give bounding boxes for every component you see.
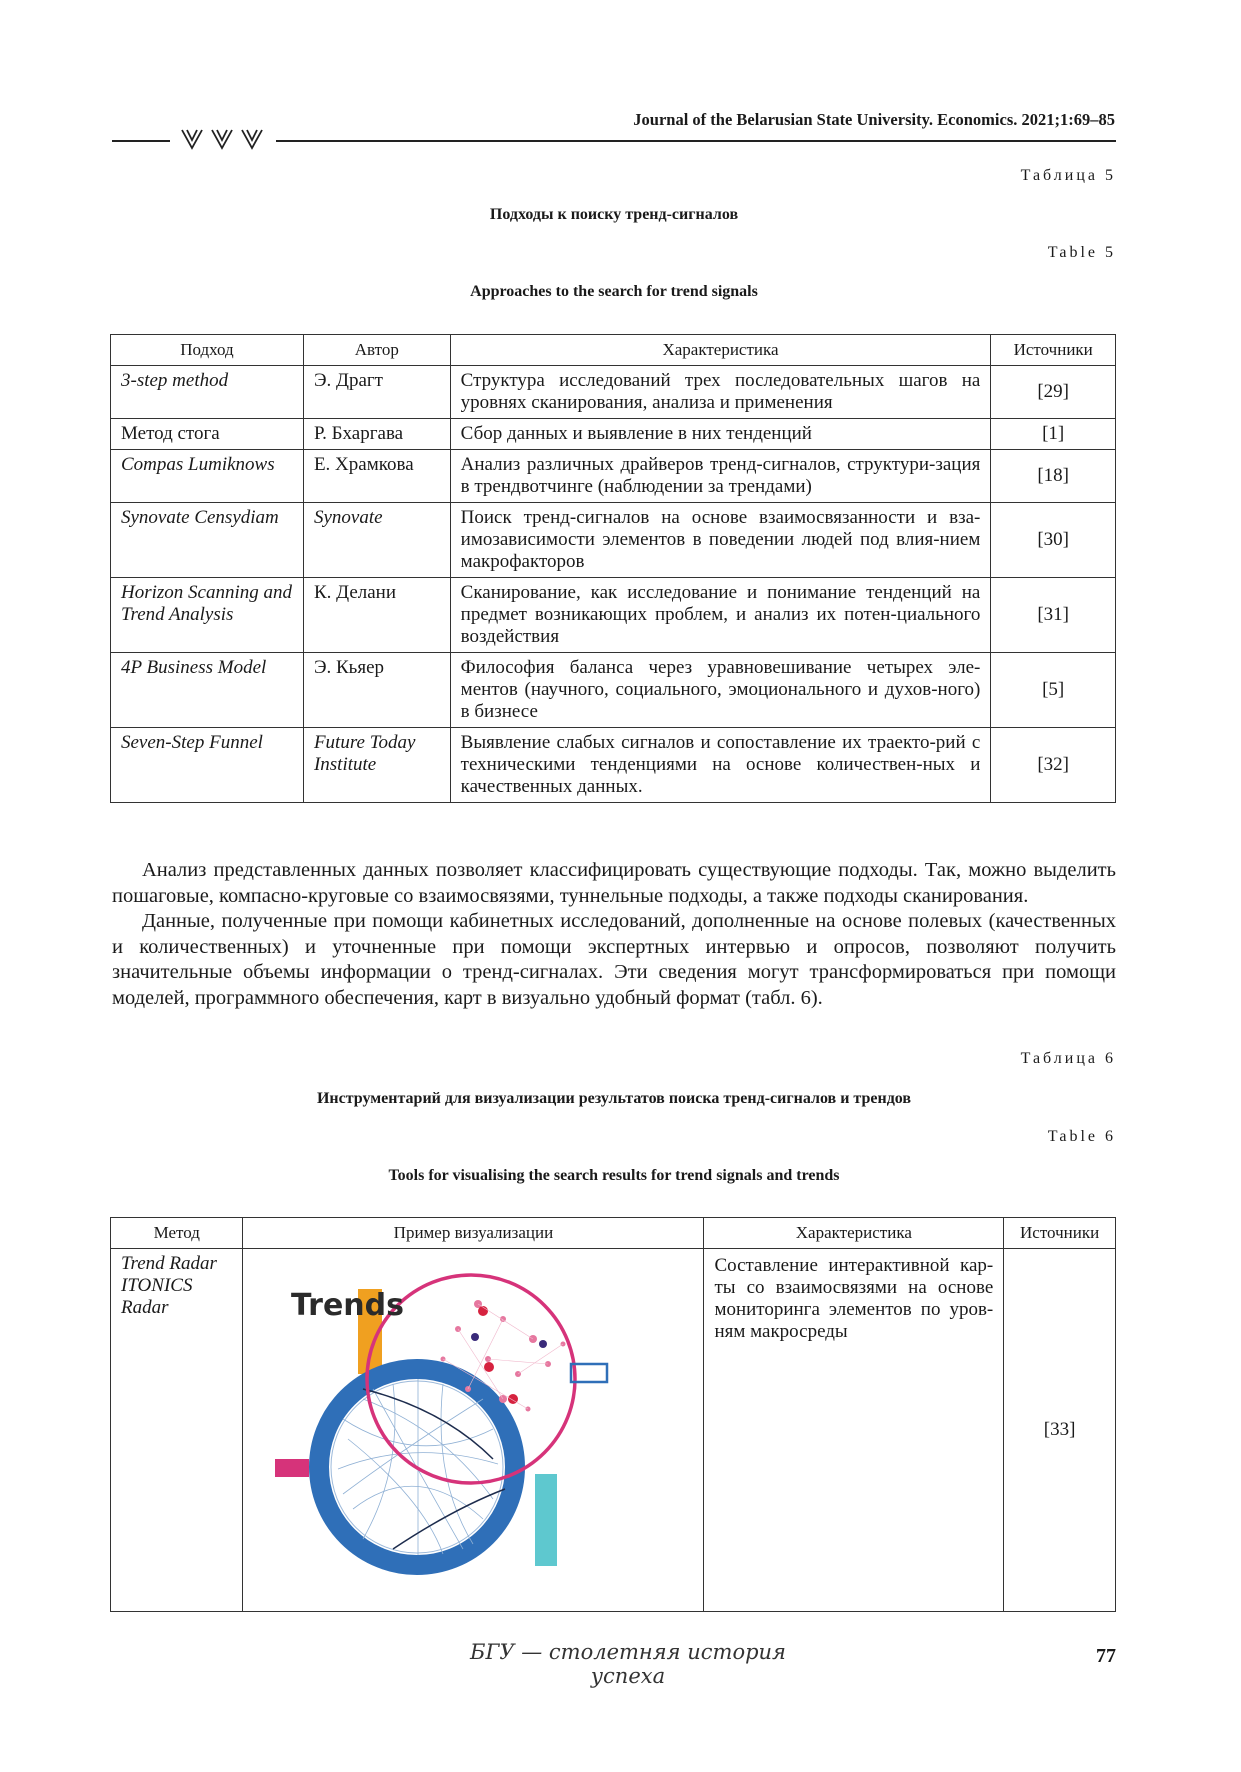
author-cell: Э. Кьяер [303,653,450,728]
header-rule-left [112,140,170,142]
table6 [110,1217,1116,1612]
source-cell: [1] [991,419,1116,450]
teal-accent-bar [535,1474,557,1566]
approach-cell: Horizon Scanning and Trend Analysis [111,578,304,653]
desc-cell: Составление интерактивной кар-ты со взаимосвязями на основе мониторинга элементов по уров-ням макросреды [704,1249,1004,1612]
header-rule-right [276,140,1116,142]
desc-cell: Философия баланса через уравновешивание четырех эле-ментов (научного, социального, эмоционального и духов-ного) в бизнесе [450,653,991,728]
table6-label-ru: Таблица 6 [1020,1050,1116,1067]
author-cell: Э. Драгт [303,366,450,419]
visualization-cell [243,1249,704,1612]
table6-col-src: Источники [1004,1218,1116,1249]
table6-col-example: Пример визуализации [243,1218,704,1249]
author-cell: Е. Храмкова [303,450,450,503]
source-cell: [30] [991,503,1116,578]
source-cell: [5] [991,653,1116,728]
desc-cell: Сбор данных и выявление в них тенденций [450,419,991,450]
paragraph-2: Данные, полученные при помощи кабинетных исследований, дополненные на основе полевых (качественных и количественных) и уточненные при помощи экспертных интервью и опросов, позволяют получить значительные объемы информации о тренд-сигналах. Эти сведения могут трансформироваться при помощи моделей, программного обеспечения, карт в визуально удобный формат (табл. 6). [112,910,1116,1009]
approach-cell: Synovate Censydiam [111,503,304,578]
approach-cell: 3-step method [111,366,304,419]
table6-title-en: Tools for visualising the search results for trend signals and trends [388,1167,840,1184]
table5 [110,334,1116,803]
trend-radar-figure [243,1249,703,1605]
table6-col-method: Метод [111,1218,243,1249]
desc-cell: Структура исследований трех последовательных шагов на уровнях сканирования, анализа и применения [450,366,991,419]
table6-header-row [111,1218,1116,1249]
source-cell: [31] [991,578,1116,653]
pink-network-dots [441,1300,566,1412]
author-cell: Р. Бхаргава [303,419,450,450]
approach-cell: Seven-Step Funnel [111,728,304,803]
source-cell: [33] [1004,1249,1116,1612]
author-cell: Future Today Institute [303,728,450,803]
paragraph-1: Анализ представленных данных позволяет классифицировать существующие подходы. Так, можно выделить пошаговые, компасно-круговые со взаимосвязями, туннельные подходы, а также подходы сканирования. [112,859,1116,907]
table-row [111,578,1116,653]
table-row [111,450,1116,503]
table6-label-en: Table 6 [1047,1128,1116,1145]
figure-title: Trends [291,1288,405,1323]
table-row [111,653,1116,728]
table6-col-desc: Характеристика [704,1218,1004,1249]
source-cell: [32] [991,728,1116,803]
method-cell: Trend Radar ITONICS Radar [111,1249,243,1612]
journal-header: Journal of the Belarusian State University. Economics. 2021;1:69–85 [633,110,1115,129]
table-row [111,419,1116,450]
table5-col-approach: Подход [111,335,304,366]
table5-col-author: Автор [303,335,450,366]
table5-col-desc: Характеристика [450,335,991,366]
table5-label-ru: Таблица 5 [1020,167,1116,184]
approach-cell: Метод стога [111,419,304,450]
footer-motto: БГУ — столетняя история успеха [470,1640,786,1688]
table6-title-ru: Инструментарий для визуализации результатов поиска тренд-сигналов и трендов [316,1090,912,1107]
page-number: 77 [1096,1645,1116,1667]
source-cell: [29] [991,366,1116,419]
table5-label-en: Table 5 [1047,244,1116,261]
table-row [111,728,1116,803]
desc-cell: Выявление слабых сигналов и сопоставление их траекто-рий с техническими тенденциями на основе количествен-ных и качественных данных. [450,728,991,803]
approach-cell: 4P Business Model [111,653,304,728]
body-text [112,858,1116,1011]
table5-title-en: Approaches to the search for trend signals [470,283,758,300]
university-logo-icon [178,124,270,154]
table5-col-src: Источники [991,335,1116,366]
table-row [111,1249,1116,1612]
source-cell: [18] [991,450,1116,503]
author-cell: К. Делани [303,578,450,653]
author-cell: Synovate [303,503,450,578]
table-row [111,503,1116,578]
table-row [111,366,1116,419]
approach-cell: Compas Lumiknows [111,450,304,503]
pink-accent-bar [275,1459,309,1477]
desc-cell: Поиск тренд-сигналов на основе взаимосвязанности и вза-имозависимости элементов в поведении людей под влия-нием макрофакторов [450,503,991,578]
desc-cell: Анализ различных драйверов тренд-сигналов, структури-зация в трендвотчинге (наблюдении за трендами) [450,450,991,503]
table5-title-ru: Подходы к поиску тренд-сигналов [489,206,739,223]
table5-header-row [111,335,1116,366]
desc-cell: Сканирование, как исследование и понимание тенденций на предмет возникающих проблем, и анализ их потен-циального воздействия [450,578,991,653]
